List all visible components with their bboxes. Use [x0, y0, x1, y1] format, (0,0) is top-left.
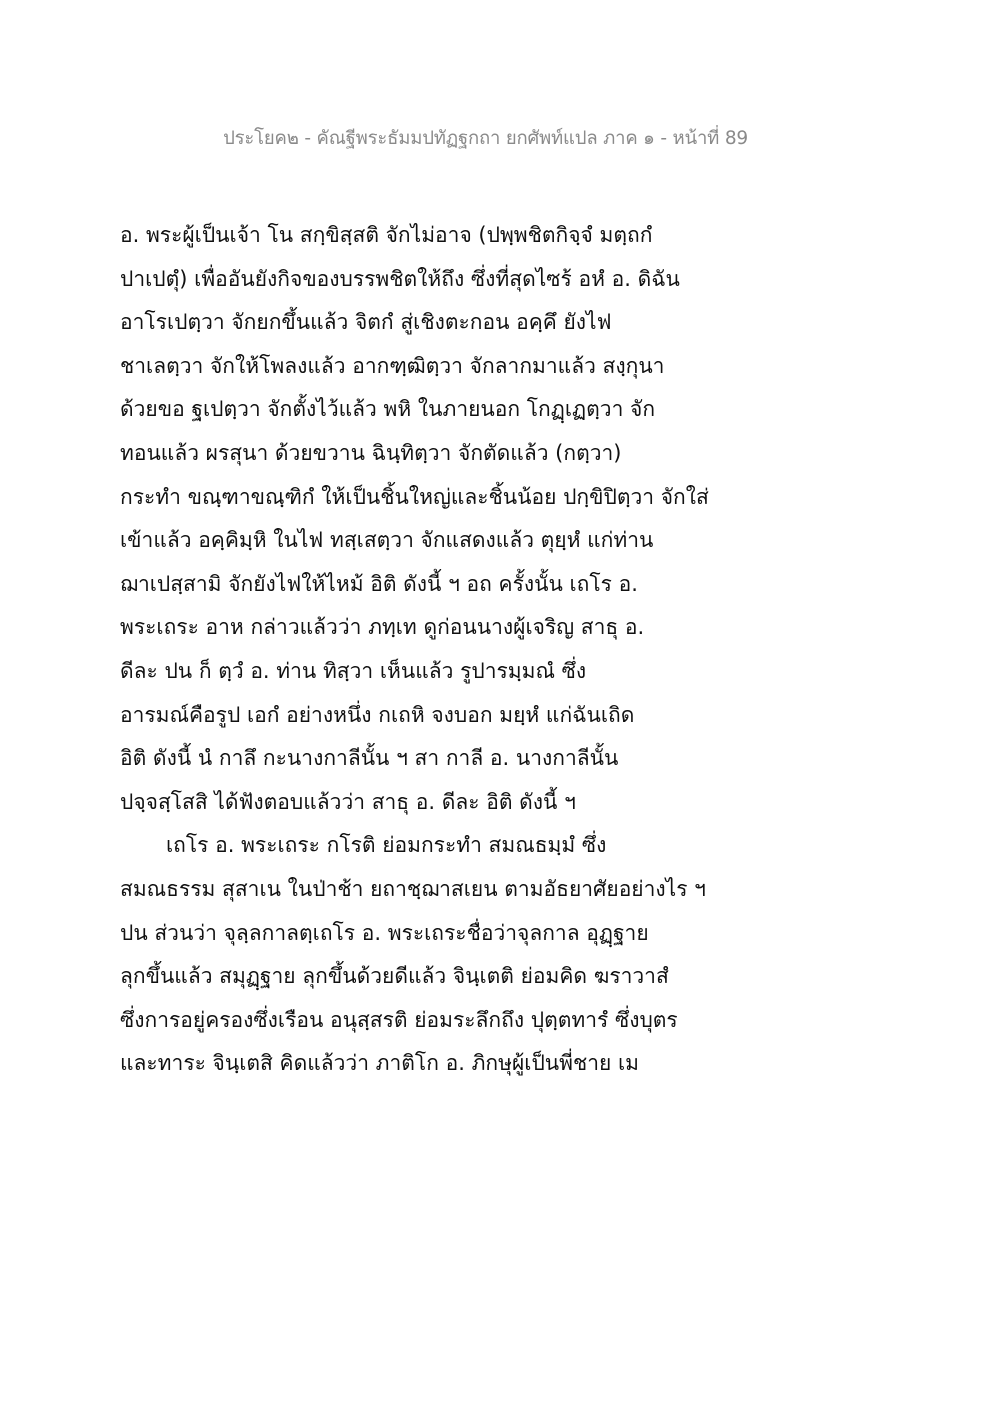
text-line: ฌาเปสฺสามิ จักยังไฟให้ไหม้ อิติ ดังนี้ ฯ อถ ครั้งนั้น เถโร อ. [120, 571, 638, 596]
text-line: ซึ่งการอยู่ครองซึ่งเรือน อนุสฺสรติ ย่อมระลึกถึง ปุตฺตทารํ ซึ่งบุตร [120, 1007, 678, 1032]
body-text [120, 214, 709, 1086]
text-line: ชาเลตฺวา จักให้โพลงแล้ว อากฑฺฒิตฺวา จักลากมาแล้ว สงฺกุนา [120, 353, 665, 378]
text-line: ลุกขึ้นแล้ว สมุฏฺฐาย ลุกขึ้นด้วยดีแล้ว จินฺเตติ ย่อมคิด ฆราวาสํ [120, 964, 669, 989]
running-header: ประโยค๒ - คัณฐีพระธัมมปทัฏฐกถา ยกศัพท์แปล ภาค ๑ - หน้าที่ 89 [223, 128, 748, 149]
text-line: เถโร อ. พระเถระ กโรติ ย่อมกระทำ สมณธมฺมํ ซึ่ง [166, 833, 607, 858]
text-line: อิติ ดังนี้ นํ กาลึ กะนางกาลีนั้น ฯ สา กาลี อ. นางกาลีนั้น [120, 746, 619, 771]
text-line: พระเถระ อาห กล่าวแล้วว่า ภทฺเท ดูก่อนนางผู้เจริญ สาธุ อ. [120, 615, 645, 640]
text-line: และทาระ จินฺเตสิ คิดแล้วว่า ภาติโก อ. ภิกษุผู้เป็นพี่ชาย เม [120, 1051, 640, 1076]
text-line: ด้วยขอ ฐเปตฺวา จักตั้งไว้แล้ว พหิ ในภายนอก โกฏฺเฏตฺวา จัก [120, 397, 656, 422]
text-line: อาโรเปตฺวา จักยกขึ้นแล้ว จิตกํ สู่เชิงตะกอน อคฺคึ ยังไฟ [120, 310, 612, 335]
text-line: ดีละ ปน ก็ ตฺวํ อ. ท่าน ทิสฺวา เห็นแล้ว รูปารมฺมณํ ซึ่ง [120, 658, 587, 683]
text-line: กระทำ ขณฺฑาขณฺฑิกํ ให้เป็นชิ้นใหญ่และชิ้นน้อย ปกฺขิปิตฺวา จักใส่ [120, 484, 709, 509]
text-line: อ. พระผู้เป็นเจ้า โน สกฺขิสฺสติ จักไม่อาจ (ปพฺพชิตกิจฺจํ มตฺถกํ [120, 223, 653, 247]
text-line: ปน ส่วนว่า จุลฺลกาลตฺเถโร อ. พระเถระชื่อว่าจุลกาล อุฏฺฐาย [120, 920, 649, 945]
text-line: ปจฺจสฺโสสิ ได้ฟังตอบแล้วว่า สาธุ อ. ดีละ อิติ ดังนี้ ฯ [120, 789, 576, 814]
text-line: ทอนแล้ว ผรสุนา ด้วยขวาน ฉินฺทิตฺวา จักตัดแล้ว (กตฺวา) [120, 440, 622, 465]
text-line: เข้าแล้ว อคฺคิมฺหิ ในไฟ ทสฺเสตฺวา จักแสดงแล้ว ตุยฺหํ แก่ท่าน [120, 528, 654, 553]
text-line: สมณธรรม สุสาเน ในป่าช้า ยถาชฺฌาสเยน ตามอัธยาศัยอย่างไร ฯ [120, 876, 706, 901]
text-line: อารมณ์คือรูป เอกํ อย่างหนึ่ง กเถหิ จงบอก มยฺหํ แก่ฉันเถิด [120, 702, 635, 727]
text-line: ปาเปตุํ) เพื่ออันยังกิจของบรรพชิตให้ถึง ซึ่งที่สุดไซร้ อหํ อ. ดิฉัน [120, 266, 680, 291]
